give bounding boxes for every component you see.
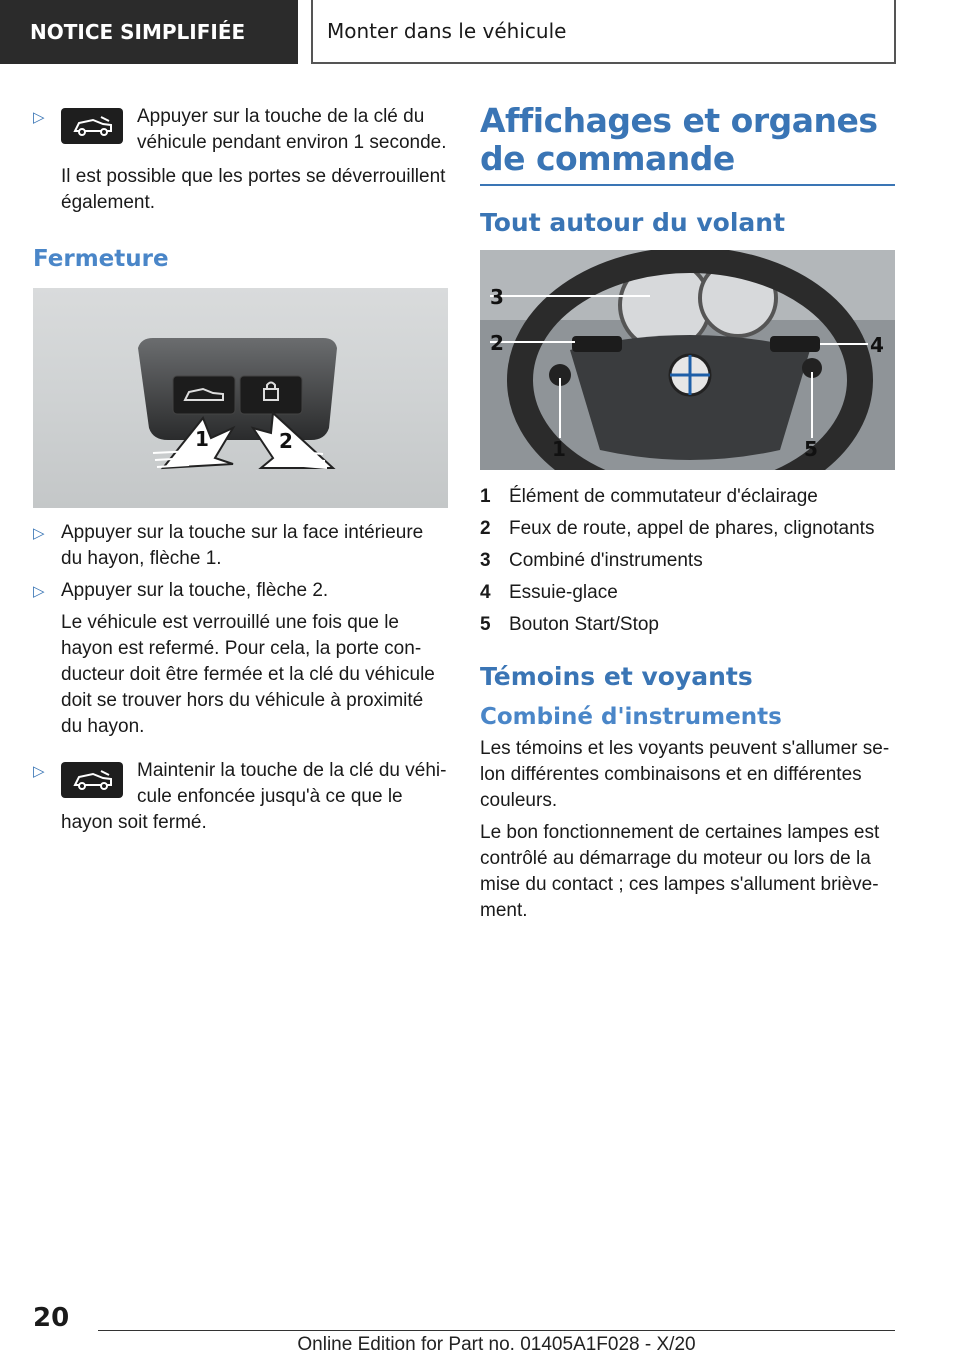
chapter-title: NOTICE SIMPLIFIÉE (30, 20, 246, 44)
bullet2-note: Le véhicule est verrouillé une fois que le hayon est refermé. Pour cela, la porte conducteur doit être fermée et la clé du véhicule doit se trouver hors du véhicule à proximité du hayon. (61, 612, 435, 737)
item-label: Essuie-glace (509, 582, 618, 603)
step-hold-key (33, 758, 448, 836)
main-heading: Affichages et organes de commande (480, 102, 895, 186)
bullet-text: Appuyer sur la touche sur la face intérieure du hayon, flèche 1. (61, 522, 424, 569)
page-number: 20 (33, 1303, 70, 1333)
wheel-label-2: 2 (490, 331, 504, 355)
step3-text: Maintenir la touche de la clé du véhicule enfoncée jusqu'à ce que le hayon soit fermé. (61, 760, 447, 833)
trunk-key-button-icon (61, 108, 123, 144)
triangle-bullet-icon: ▷ (33, 109, 45, 126)
item-label: Combiné d'instruments (509, 550, 703, 571)
item-label: Élément de commutateur d'éclairage (509, 486, 818, 507)
chapter-tab (0, 0, 298, 64)
instrument-cluster-heading: Combiné d'instruments (480, 704, 782, 730)
triangle-bullet-icon: ▷ (33, 583, 45, 600)
item-number: 2 (480, 518, 491, 539)
wheel-label-5: 5 (804, 437, 818, 461)
list-item (480, 548, 895, 574)
footer-divider (98, 1330, 895, 1331)
wheel-label-4: 4 (870, 333, 884, 357)
wheel-heading: Tout autour du volant (480, 208, 786, 237)
trunk-key-button-icon (61, 762, 123, 798)
control-legend (480, 484, 895, 638)
triangle-bullet-icon: ▷ (33, 525, 45, 542)
paragraph-2: Le bon fonctionnement de certaines lampes est contrôlé au démarrage du moteur ou lors de la mise du contact ; ces lampes s'allument brièvement. (480, 822, 880, 921)
list-item (33, 578, 448, 604)
tailgate-buttons-photo (33, 288, 448, 508)
list-item (480, 580, 895, 606)
item-number: 3 (480, 550, 491, 571)
closing-steps (33, 520, 448, 740)
list-item (480, 484, 895, 510)
photo-label-1: 1 (195, 427, 209, 451)
item-number: 1 (480, 486, 491, 507)
step-open-trunk (33, 104, 448, 156)
section-title: Monter dans le véhicule (327, 19, 567, 43)
wheel-label-3: 3 (490, 285, 504, 309)
paragraph-1: Les témoins et les voyants peuvent s'allumer selon différentes combinaisons et en différentes couleurs. (480, 738, 890, 811)
indicators-heading: Témoins et voyants (480, 662, 753, 691)
section-tab (311, 0, 896, 64)
list-item (480, 612, 895, 638)
right-column (480, 101, 895, 930)
item-number: 5 (480, 614, 491, 635)
steering-wheel-photo (480, 250, 895, 470)
wheel-label-1: 1 (552, 437, 566, 461)
triangle-bullet-icon: ▷ (33, 763, 45, 780)
bullet-text: Appuyer sur la touche, flèche 2. (61, 580, 329, 601)
step1-note: Il est possible que les portes se déverrouillent également. (61, 166, 446, 213)
item-label: Bouton Start/Stop (509, 614, 659, 635)
edition-note: Online Edition for Part no. 01405A1F028 - X/20 (297, 1334, 696, 1355)
list-item (480, 516, 895, 542)
item-number: 4 (480, 582, 491, 603)
list-item (33, 520, 448, 572)
left-column (33, 104, 448, 836)
photo-label-2: 2 (279, 429, 293, 453)
item-label: Feux de route, appel de phares, clignotants (509, 518, 875, 539)
step1-text: Appuyer sur la touche de la clé du véhicule pendant environ 1 seconde. (137, 106, 447, 153)
fermeture-heading: Fermeture (33, 246, 169, 272)
